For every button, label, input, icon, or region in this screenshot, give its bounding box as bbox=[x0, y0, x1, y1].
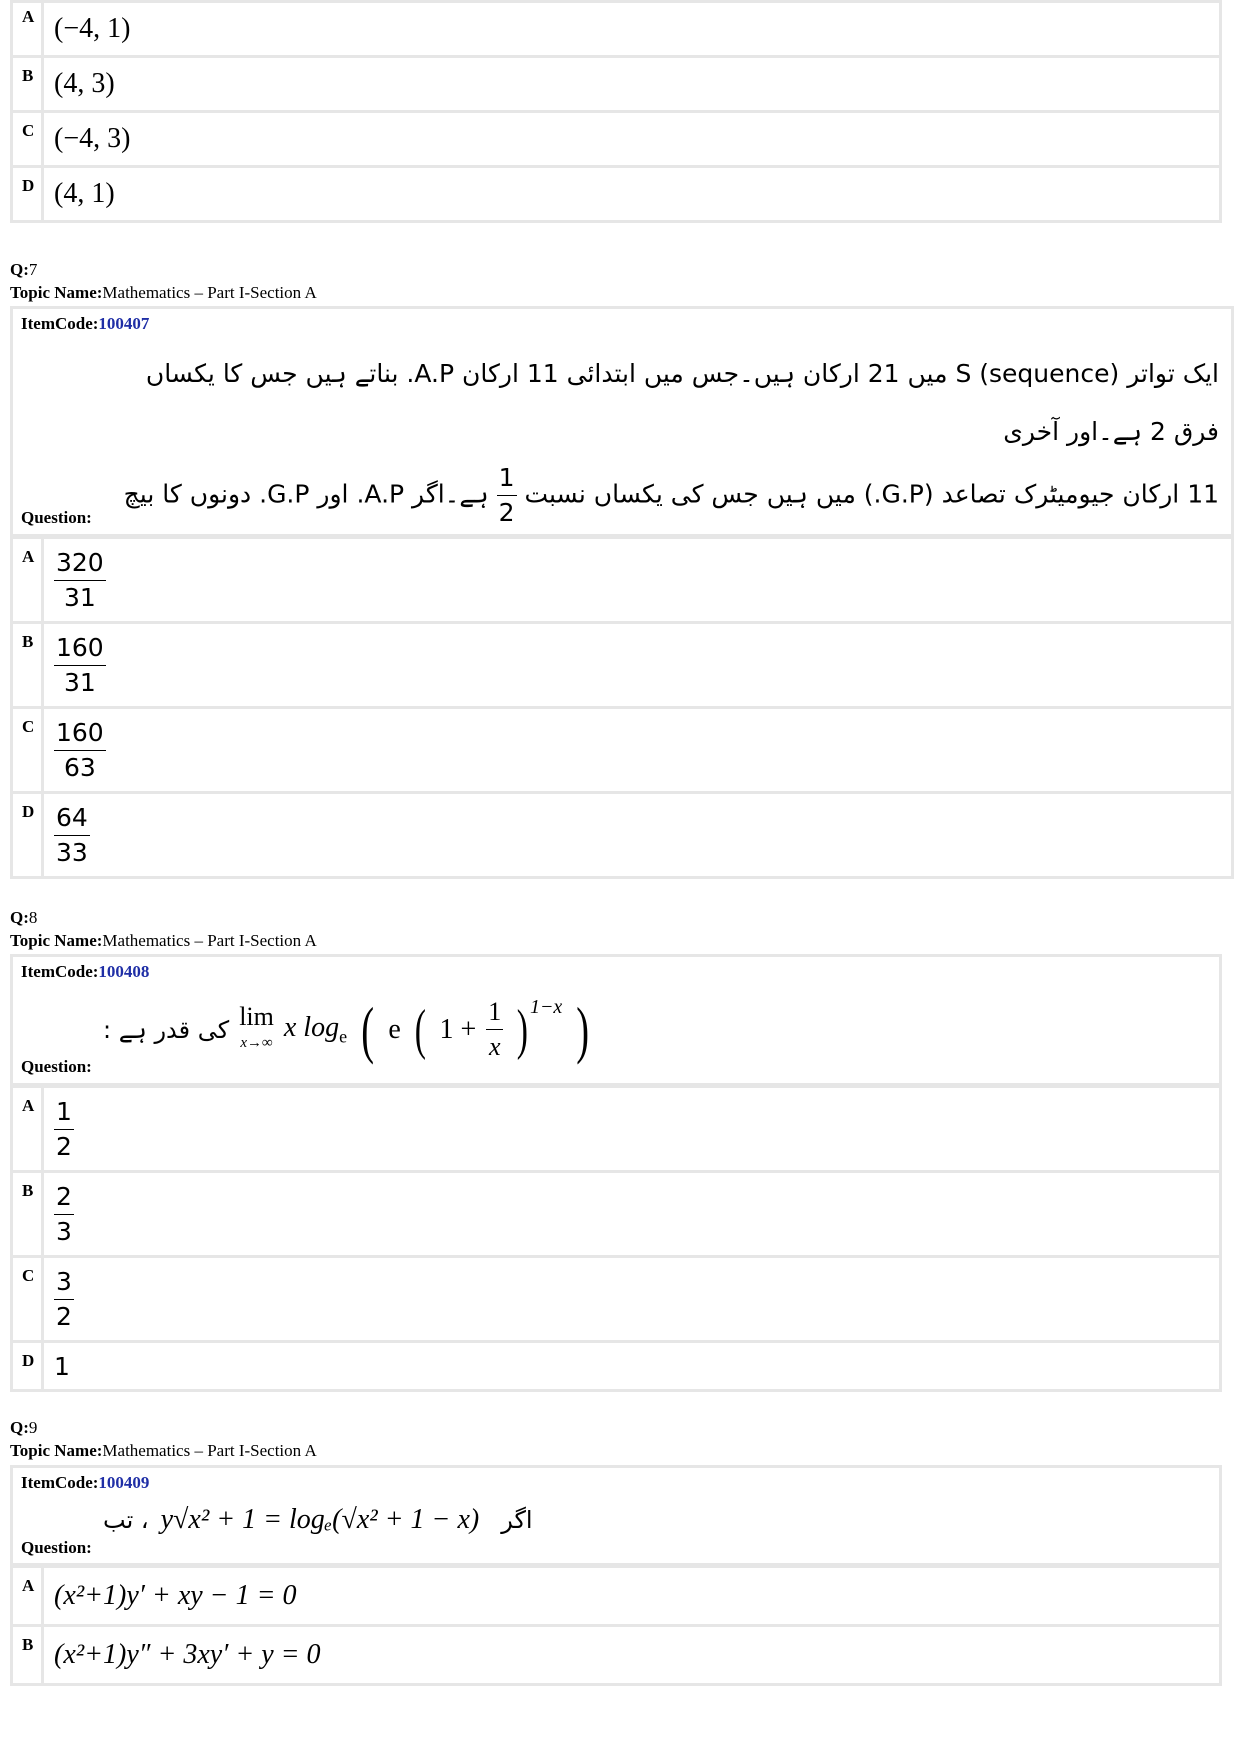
q9-question-box bbox=[10, 1465, 1222, 1566]
q-number: 8 bbox=[28, 908, 38, 927]
option-letter: B bbox=[13, 1627, 44, 1683]
itemcode-value: 100407 bbox=[98, 314, 150, 333]
option-row[interactable] bbox=[13, 1173, 1219, 1255]
option-row[interactable] bbox=[13, 1258, 1219, 1340]
itemcode-value: 100408 bbox=[98, 962, 150, 981]
option-row[interactable] bbox=[13, 624, 1231, 706]
question-expression bbox=[103, 1504, 533, 1536]
item-code bbox=[21, 314, 149, 334]
q8-options bbox=[10, 1085, 1222, 1392]
option-letter: B bbox=[13, 624, 44, 706]
option-row[interactable] bbox=[13, 794, 1231, 876]
option-text: (−4, 3) bbox=[54, 123, 131, 154]
q6-options bbox=[10, 0, 1222, 223]
topic-label: Topic Name: bbox=[10, 1441, 103, 1460]
option-text: 1 bbox=[54, 1351, 70, 1381]
itemcode-value: 100409 bbox=[98, 1473, 150, 1492]
item-code bbox=[21, 962, 149, 982]
option-row[interactable] bbox=[13, 709, 1231, 791]
q9-header bbox=[10, 1416, 317, 1462]
option-fraction: $\frac{64}{33}$ bbox=[56, 802, 88, 867]
option-row[interactable] bbox=[13, 3, 1219, 55]
q-label: Q: bbox=[10, 908, 29, 927]
option-fraction: $\frac{160}{31}$ bbox=[56, 632, 104, 697]
inner-fraction: $\frac{1}{x}$ bbox=[488, 997, 502, 1061]
option-fraction: $\frac{320}{31}$ bbox=[56, 547, 104, 612]
option-row[interactable] bbox=[13, 539, 1231, 621]
q-number: 9 bbox=[28, 1418, 38, 1437]
option-letter: A bbox=[13, 3, 44, 55]
itemcode-label: ItemCode: bbox=[21, 962, 99, 981]
option-row[interactable] bbox=[13, 168, 1219, 220]
question-label: Question: bbox=[21, 1538, 92, 1557]
question-expression: کی قدر ہے : lim x→∞ x $\log_e$ ( e ( 1 + $\frac{1}{x}$ ) $^{1-x}$ ) bbox=[103, 993, 590, 1065]
topic-label: Topic Name: bbox=[10, 283, 103, 302]
item-code bbox=[21, 1473, 149, 1493]
option-row[interactable] bbox=[13, 58, 1219, 110]
itemcode-label: ItemCode: bbox=[21, 314, 99, 333]
itemcode-label: ItemCode: bbox=[21, 1473, 99, 1492]
topic-name: Mathematics – Part I-Section A bbox=[102, 283, 317, 302]
topic-label: Topic Name: bbox=[10, 931, 103, 950]
urdu-suffix: کی قدر ہے : bbox=[103, 1015, 230, 1044]
option-letter: B bbox=[13, 58, 44, 110]
option-letter: A bbox=[13, 1088, 44, 1170]
topic-name: Mathematics – Part I-Section A bbox=[102, 1441, 317, 1460]
q-label: Q: bbox=[10, 1418, 29, 1437]
option-fraction: $\frac{2}{3}$ bbox=[56, 1181, 72, 1246]
option-row[interactable] bbox=[13, 1627, 1219, 1683]
option-letter: D bbox=[13, 794, 44, 876]
option-fraction: $\frac{160}{63}$ bbox=[56, 717, 104, 782]
option-letter: C bbox=[13, 709, 44, 791]
question-line-1: ایک تواتر (sequence) S میں 21 ارکان ہیں۔جس میں ابتدائی 11 ارکان A.P. بناتے ہیں جس کا یکساں فرق 2 ہے۔اور آخری bbox=[145, 359, 1219, 446]
limit: lim x→∞ bbox=[239, 1001, 274, 1051]
option-text: (x²+1)y′ + xy − 1 = 0 bbox=[54, 1580, 297, 1611]
equation: y√x² + 1 = logₑ(√x² + 1 − x) bbox=[160, 1504, 480, 1535]
question-label: Question: bbox=[21, 1057, 92, 1076]
ratio-fraction: $\frac{1}{2}$ bbox=[498, 463, 515, 527]
q7-options bbox=[10, 536, 1234, 879]
q-label: Q: bbox=[10, 260, 29, 279]
option-text: (4, 3) bbox=[54, 68, 115, 99]
question-label: Question: bbox=[21, 508, 92, 527]
option-letter: C bbox=[13, 113, 44, 165]
option-letter: D bbox=[13, 168, 44, 220]
option-letter: D bbox=[13, 1343, 44, 1389]
option-text: (x²+1)y″ + 3xy′ + y = 0 bbox=[54, 1639, 321, 1670]
option-letter: A bbox=[13, 539, 44, 621]
q7-question-box bbox=[10, 306, 1234, 537]
q8-header bbox=[10, 906, 317, 952]
q7-header bbox=[10, 258, 317, 304]
option-row[interactable] bbox=[13, 1343, 1219, 1389]
q8-question-box bbox=[10, 954, 1222, 1086]
q-number: 7 bbox=[28, 260, 38, 279]
urdu-then: ، تب bbox=[103, 1506, 149, 1534]
option-row[interactable] bbox=[13, 1088, 1219, 1170]
option-fraction: $\frac{3}{2}$ bbox=[56, 1266, 72, 1331]
option-text: (−4, 1) bbox=[54, 13, 131, 44]
option-row[interactable] bbox=[13, 113, 1219, 165]
topic-name: Mathematics – Part I-Section A bbox=[102, 931, 317, 950]
q9-options bbox=[10, 1565, 1222, 1686]
option-row[interactable] bbox=[13, 1568, 1219, 1624]
option-letter: C bbox=[13, 1258, 44, 1340]
question-line-2: 11 ارکان جیومیٹرک تصاعد (G.P.) میں ہیں جس کی یکساں نسبت $\frac{1}{2}$ ہے۔اگر A.P. اور G.P. دونوں کا بیچ bbox=[119, 461, 1219, 588]
option-letter: B bbox=[13, 1173, 44, 1255]
option-text: (4, 1) bbox=[54, 178, 115, 209]
option-fraction: $\frac{1}{2}$ bbox=[56, 1096, 72, 1161]
urdu-if: اگر bbox=[501, 1506, 533, 1534]
option-letter: A bbox=[13, 1568, 44, 1624]
